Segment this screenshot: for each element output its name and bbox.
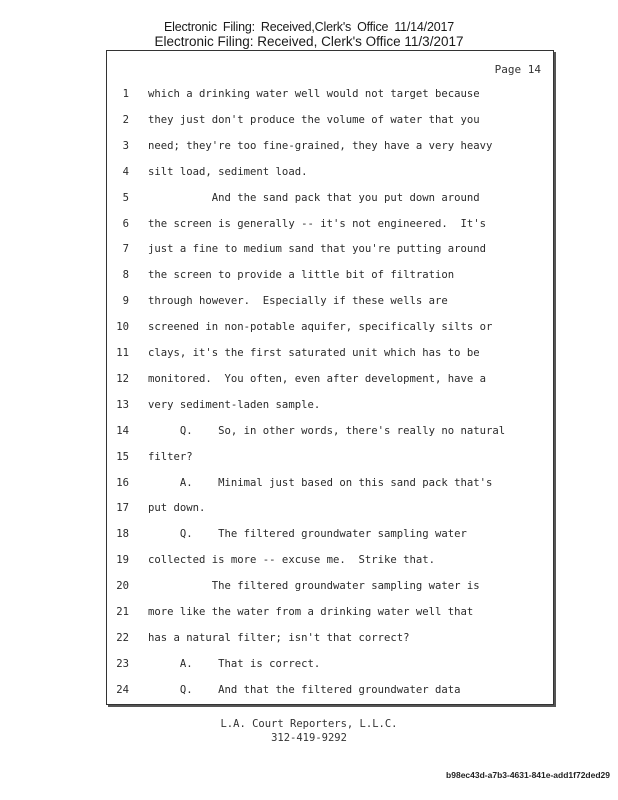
transcript-line (107, 243, 553, 261)
line-text: collected is more -- excuse me. Strike that. (148, 554, 436, 567)
line-text: the screen to provide a little bit of filtration (148, 269, 455, 282)
transcript-line (107, 451, 553, 469)
line-number: 6 (122, 217, 129, 230)
transcript-lines (107, 51, 553, 704)
document-id: b98ec43d-a7b3-4631-841e-add1f72ded29 (446, 770, 610, 780)
transcript-line (107, 218, 553, 236)
stamp-electronic: Electronic (164, 20, 217, 34)
line-text: very sediment-laden sample. (148, 398, 321, 411)
transcript-page (106, 50, 554, 705)
transcript-line (107, 632, 553, 650)
line-number: 18 (116, 528, 129, 541)
line-text: A. Minimal just based on this sand pack that's (148, 476, 493, 489)
transcript-line (107, 166, 553, 184)
transcript-line (107, 606, 553, 624)
line-number: 20 (116, 580, 129, 593)
transcript-line (107, 321, 553, 339)
line-number: 15 (116, 450, 129, 463)
filing-stamp-line-2: Electronic Filing: Received, Clerk's Office 11/3/2017 (154, 34, 464, 49)
line-number: 17 (116, 502, 129, 515)
line-text: silt load, sediment load. (148, 165, 308, 178)
line-number: 2 (122, 113, 129, 126)
line-number: 10 (116, 321, 129, 334)
line-number: 16 (116, 476, 129, 489)
line-text: more like the water from a drinking water well that (148, 606, 474, 618)
transcript-line (107, 347, 553, 365)
line-number: 8 (122, 269, 129, 282)
transcript-line (107, 114, 553, 132)
line-text: A. That is correct. (148, 657, 321, 670)
line-text: filter? (148, 450, 193, 463)
line-text: need; they're too fine-grained, they have a very heavy (148, 139, 493, 152)
line-text: has a natural filter; isn't that correct? (148, 631, 410, 644)
line-text: monitored. You often, even after development, have a (148, 372, 487, 385)
line-number: 11 (116, 347, 129, 359)
line-text: which a drinking water well would not target because (148, 88, 480, 100)
line-number: 14 (116, 424, 129, 437)
line-text: The filtered groundwater sampling water is (148, 580, 480, 593)
line-text: through however. Especially if these wells are (148, 295, 448, 308)
line-number: 22 (116, 631, 129, 644)
line-text: the screen is generally -- it's not engineered. It's (148, 217, 487, 230)
line-text: And the sand pack that you put down around (148, 191, 480, 204)
line-number: 24 (116, 683, 129, 696)
line-text: just a fine to medium sand that you're putting around (148, 243, 487, 256)
reporter-company: L.A. Court Reporters, L.L.C. (220, 718, 398, 730)
line-number: 12 (116, 372, 129, 385)
line-number: 5 (122, 191, 129, 204)
transcript-line (107, 528, 553, 546)
transcript-line (107, 684, 553, 702)
line-number: 3 (122, 139, 129, 152)
line-number: 23 (116, 657, 129, 670)
transcript-line (107, 580, 553, 598)
page-number: Page 14 (494, 63, 541, 76)
line-text: put down. (148, 502, 206, 515)
stamp-filing: Filing: (222, 20, 255, 34)
transcript-line (107, 399, 553, 417)
stamp-office: Office (357, 20, 389, 34)
line-text: they just don't produce the volume of water that you (148, 113, 480, 126)
transcript-line (107, 658, 553, 676)
transcript-line (107, 502, 553, 520)
stamp-received: Received,Clerk's (260, 20, 352, 34)
transcript-line (107, 192, 553, 210)
line-number: 1 (122, 88, 129, 100)
transcript-line (107, 295, 553, 313)
line-number: 4 (122, 165, 129, 178)
transcript-line (107, 88, 553, 106)
transcript-line (107, 269, 553, 287)
line-text: clays, it's the first saturated unit which has to be (148, 347, 480, 359)
line-text: Q. So, in other words, there's really no natural (148, 424, 506, 437)
transcript-line (107, 477, 553, 495)
line-text: screened in non-potable aquifer, specifically silts or (148, 321, 493, 334)
transcript-line (107, 140, 553, 158)
line-text: Q. And that the filtered groundwater data (148, 683, 461, 696)
transcript-line (107, 373, 553, 391)
line-number: 7 (122, 243, 129, 256)
line-number: 19 (116, 554, 129, 567)
reporter-phone: 312-419-9292 (271, 732, 347, 744)
line-number: 9 (122, 295, 129, 308)
line-number: 21 (116, 606, 129, 618)
line-number: 13 (116, 398, 129, 411)
transcript-line (107, 554, 553, 572)
transcript-line (107, 425, 553, 443)
line-text: Q. The filtered groundwater sampling water (148, 528, 467, 541)
stamp-date: 11/14/2017 (394, 20, 454, 34)
filing-stamp-line-1 (0, 20, 618, 34)
